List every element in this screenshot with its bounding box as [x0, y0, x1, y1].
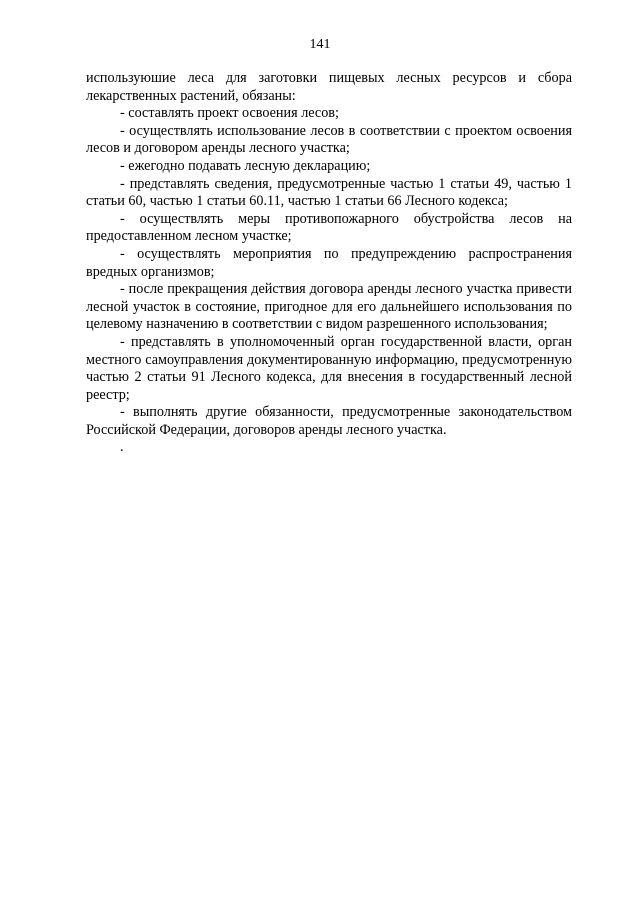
- list-item: - осуществлять использование лесов в соответствии с проектом освоения лесов и договором аренды лесного участка;: [86, 122, 572, 157]
- list-item: - представлять в уполномоченный орган государственной власти, орган местного самоуправления документированную информацию, предусмотренную частью 2 статьи 91 Лесного кодекса, для внесения в государственный лесной реестр;: [86, 333, 572, 403]
- list-item: - осуществлять меры противопожарного обустройства лесов на предоставленном лесном участке;: [86, 210, 572, 245]
- list-item: - составлять проект освоения лесов;: [120, 105, 339, 122]
- list-item: - ежегодно подавать лесную декларацию;: [120, 157, 371, 174]
- list-item: - после прекращения действия договора аренды лесного участка привести лесной участок в состояние, пригодное для его дальнейшего использования по целевому назначению в соответствии с видом разрешенного использования;: [86, 281, 572, 333]
- document-body: [86, 70, 572, 457]
- paragraph-intro: используюшие леса для заготовки пищевых лесных ресурсов и сбора лекарственных растений, обязаны:: [86, 70, 572, 104]
- trailing-mark: .: [120, 439, 124, 456]
- list-item: - выполнять другие обязанности, предусмотренные законодательством Российской Федерации, договоров аренды лесного участка.: [86, 404, 572, 438]
- list-item: - представлять сведения, предусмотренные частью 1 статьи 49, частью 1 статьи 60, частью 1 статьи 60.11, частью 1 статьи 66 Лесного кодекса;: [86, 175, 572, 210]
- list-item: - осуществлять мероприятия по предупреждению распространения вредных организмов;: [86, 245, 572, 280]
- page-number: 141: [309, 37, 331, 52]
